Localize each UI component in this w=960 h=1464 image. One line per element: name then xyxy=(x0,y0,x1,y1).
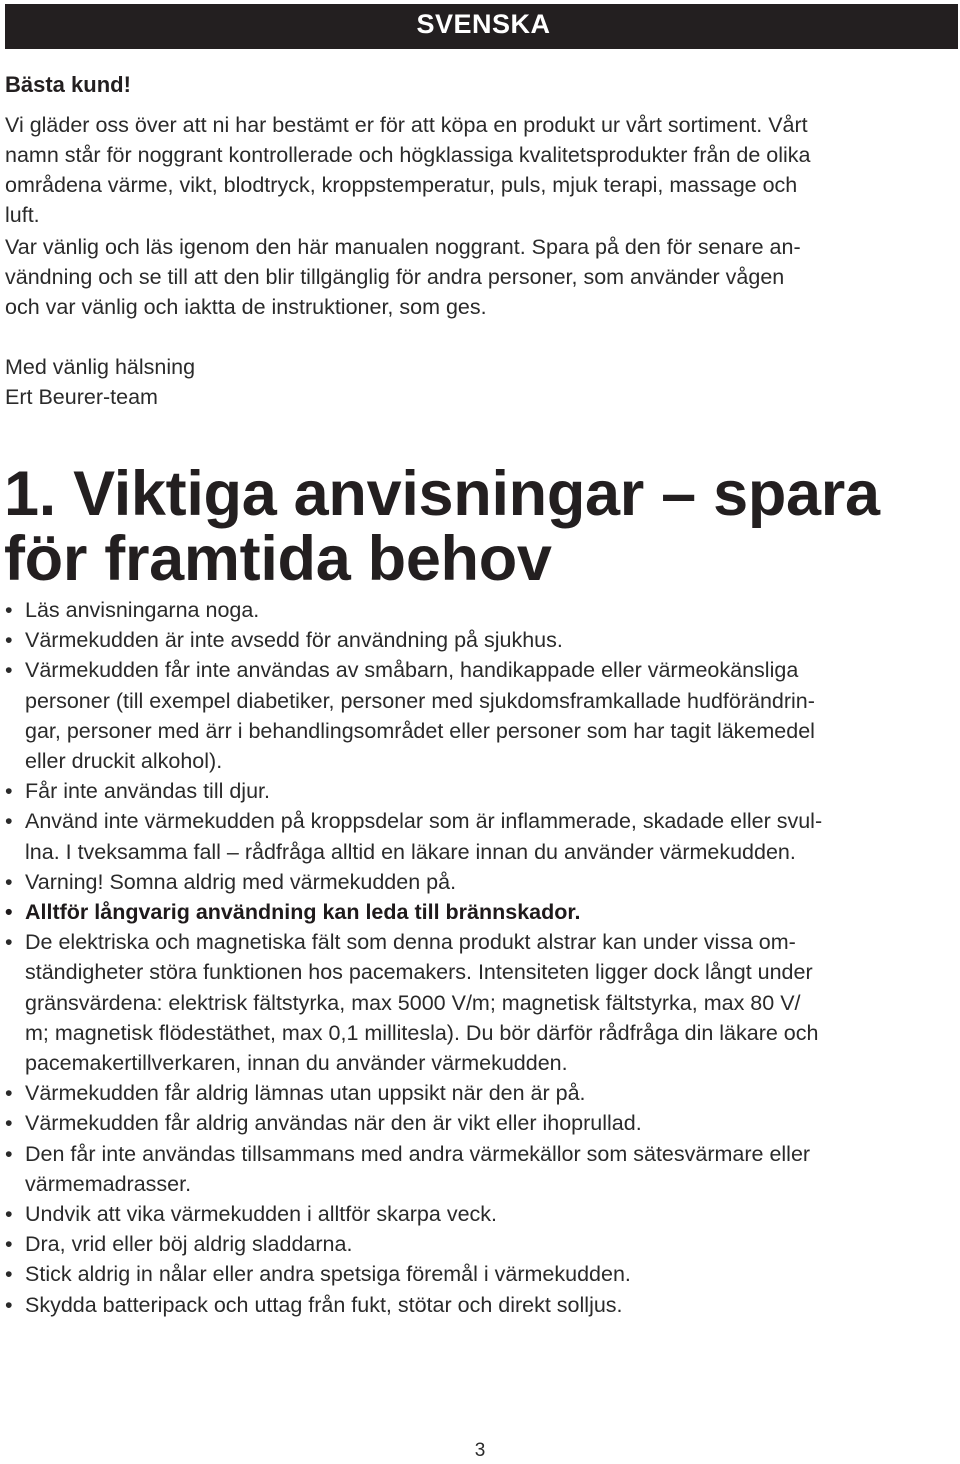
list-item xyxy=(0,927,955,1078)
text-line: Med vänlig hälsning xyxy=(5,355,196,379)
text-line: • Läs anvisningarna noga. xyxy=(25,598,260,622)
text-line: och var vänlig och iaktta de instruktioner, som ges. xyxy=(5,295,487,319)
text-line: • De elektriska och magnetiska fält som denna produkt alstrar kan under vissa om- xyxy=(25,930,796,955)
text-line: • Alltför långvarig användning kan leda till brännskador. xyxy=(25,900,581,925)
safety-instructions-list xyxy=(0,595,955,1320)
list-item xyxy=(0,655,955,776)
list-item xyxy=(0,806,955,866)
text-line: • Varning! Somna aldrig med värmekudden på. xyxy=(25,869,457,894)
text-line: gränsvärdena: elektrisk fältstyrka, max 5000 V/m; magnetisk fältstyrka, max 80 V/ xyxy=(25,990,801,1015)
list-item xyxy=(0,1199,955,1229)
greeting: Bästa kund! xyxy=(5,72,131,97)
text-line: ständigheter störa funktionen hos pacemakers. Intensiteten ligger dock långt under xyxy=(25,960,813,985)
text-line: gar, personer med ärr i behandlingsområdet eller personer som har tagit läkemedel xyxy=(25,718,815,743)
text-line: vändning och se till att den blir tillgänglig för andra personer, som använder vågen xyxy=(5,265,785,289)
list-item xyxy=(0,1108,955,1138)
text-line: • Värmekudden får aldrig användas när den är vikt eller ihoprullad. xyxy=(25,1111,642,1136)
language-label: SVENSKA xyxy=(416,9,551,39)
list-item xyxy=(0,595,955,625)
section-heading xyxy=(4,459,880,594)
text-line: lna. I tveksamma fall – rådfråga alltid en läkare innan du använder värmekudden. xyxy=(25,839,796,864)
text-line: • Får inte användas till djur. xyxy=(25,779,270,804)
list-item xyxy=(0,867,955,897)
read-manual-paragraph xyxy=(5,232,950,322)
text-line: • Värmekudden får aldrig lämnas utan uppsikt när den är på. xyxy=(25,1081,586,1106)
text-line: värmemadrasser. xyxy=(25,1171,192,1196)
text-line: pacemakertillverkaren, innan du använder värmekudden. xyxy=(25,1051,568,1076)
burn-warning-item xyxy=(0,897,955,927)
page-number: 3 xyxy=(474,1440,486,1461)
text-line: • Dra, vrid eller böj aldrig sladdarna. xyxy=(25,1232,353,1257)
list-item xyxy=(0,1259,955,1289)
intro-paragraph xyxy=(5,110,950,230)
signoff xyxy=(5,352,950,412)
text-line: Var vänlig och läs igenom den här manualen noggrant. Spara på den för senare an- xyxy=(5,235,801,259)
text-line: luft. xyxy=(5,203,40,227)
language-header-bar xyxy=(5,4,958,49)
text-line: • Använd inte värmekudden på kroppsdelar som är inflammerade, skadade eller svul- xyxy=(25,809,823,834)
text-line: personer (till exempel diabetiker, personer med sjukdomsframkallade hudförändrin- xyxy=(25,688,815,713)
text-line: • Värmekudden får inte användas av småbarn, handikappade eller värmeokänsliga xyxy=(25,658,799,683)
list-item xyxy=(0,1078,955,1108)
text-line: Ert Beurer-team xyxy=(5,385,158,409)
text-line: eller druckit alkohol). xyxy=(25,749,223,774)
text-line: namn står för noggrant kontrollerade och högklassiga kvalitetsprodukter från de olika xyxy=(5,143,811,167)
text-line: m; magnetisk flödestäthet, max 0,1 millitesla). Du bör därför rådfråga din läkare och xyxy=(25,1020,819,1045)
text-line: områdena värme, vikt, blodtryck, kroppstemperatur, puls, mjuk terapi, massage och xyxy=(5,173,798,197)
heading-line: 1. Viktiga anvisningar – spara xyxy=(4,459,880,529)
list-item xyxy=(0,1229,955,1259)
list-item xyxy=(0,1139,955,1199)
text-line: • Undvik att vika värmekudden i alltför skarpa veck. xyxy=(25,1202,498,1227)
list-item xyxy=(0,776,955,806)
text-line: Vi gläder oss över att ni har bestämt er för att köpa en produkt ur vårt sortiment. Vårt xyxy=(5,113,808,137)
text-line: • Värmekudden är inte avsedd för användning på sjukhus. xyxy=(25,628,563,653)
text-line: • Den får inte användas tillsammans med andra värmekällor som sätesvärmare eller xyxy=(25,1141,811,1166)
list-item xyxy=(0,625,955,655)
text-line: • Stick aldrig in nålar eller andra spetsiga föremål i värmekudden. xyxy=(25,1262,631,1287)
heading-line: för framtida behov xyxy=(4,524,552,594)
list-item xyxy=(0,1290,955,1320)
text-line: • Skydda batteripack och uttag från fukt, stötar och direkt solljus. xyxy=(25,1292,623,1317)
